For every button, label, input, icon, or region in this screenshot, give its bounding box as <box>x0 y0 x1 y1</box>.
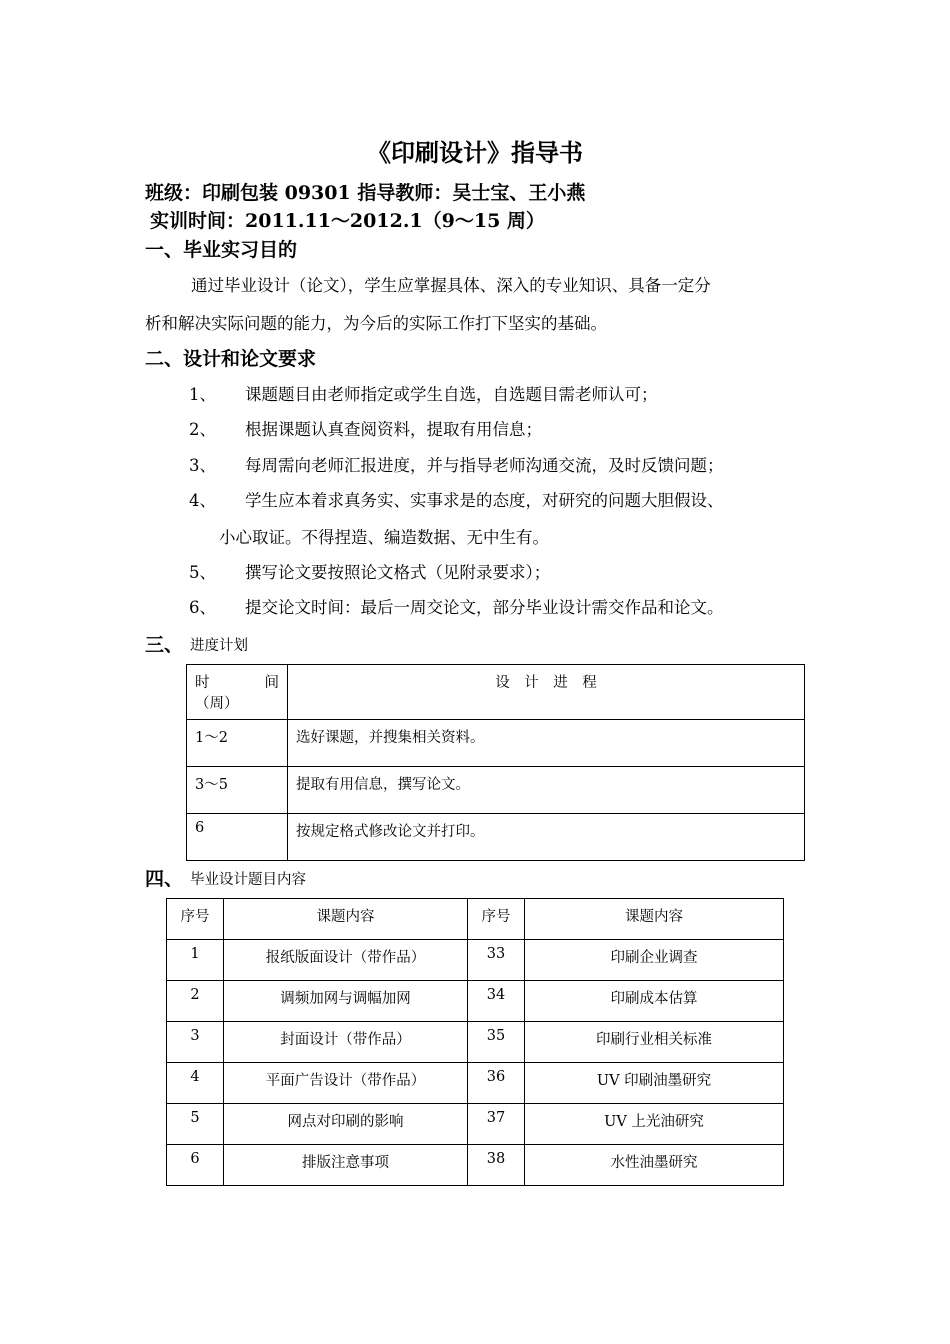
section2-heading: 二、设计和论文要求 <box>145 348 317 370</box>
topic-index: 36 <box>468 1063 525 1104</box>
section3-heading-text: 进度计划 <box>190 638 248 654</box>
requirement-text: 提交论文时间：最后一周交论文，部分毕业设计需交作品和论文。 <box>245 598 724 617</box>
topic-title: UV 上光油研究 <box>525 1104 784 1145</box>
topic-title: 封面设计（带作品） <box>224 1022 468 1063</box>
topic-title: 印刷企业调查 <box>525 940 784 981</box>
schedule-header-row <box>187 665 805 720</box>
requirement-text: 学生应本着求真务实、实事求是的态度，对研究的问题大胆假设、 <box>245 491 724 510</box>
table-row <box>167 1104 784 1145</box>
topics-table <box>166 898 784 1186</box>
schedule-header-week <box>187 665 288 720</box>
table-row <box>167 1022 784 1063</box>
schedule-week: 3～5 <box>187 767 288 814</box>
training-time-line: 实训时间：2011.11～2012.1（9～15 周） <box>150 210 545 232</box>
topic-index: 6 <box>167 1145 224 1186</box>
topic-index: 35 <box>468 1022 525 1063</box>
topic-index: 4 <box>167 1063 224 1104</box>
table-row <box>167 981 784 1022</box>
table-row <box>187 767 805 814</box>
section3-heading-number: 三、 <box>145 634 184 656</box>
topic-title: 报纸版面设计（带作品） <box>224 940 468 981</box>
requirement-number: 4、 <box>189 491 216 510</box>
requirement-number: 2、 <box>189 420 216 439</box>
topic-index: 3 <box>167 1022 224 1063</box>
section1-heading: 一、毕业实习目的 <box>145 239 298 261</box>
week-header-part1: 时 <box>195 675 210 691</box>
table-row <box>167 940 784 981</box>
topic-title: UV 印刷油墨研究 <box>525 1063 784 1104</box>
schedule-header-progress: 设 计 进 程 <box>288 665 805 720</box>
requirement-number: 5、 <box>189 563 216 582</box>
schedule-task: 提取有用信息，撰写论文。 <box>288 767 805 814</box>
requirement-number: 1、 <box>189 385 216 404</box>
section4-heading-number: 四、 <box>145 868 184 890</box>
schedule-week: 1～2 <box>187 720 288 767</box>
section1-paragraph-line1: 通过毕业设计（论文），学生应掌握具体、深入的专业知识、具备一定分 <box>191 276 711 295</box>
topics-header-row <box>167 899 784 940</box>
schedule-table <box>186 664 805 861</box>
topic-index: 34 <box>468 981 525 1022</box>
requirement-text: 撰写论文要按照论文格式（见附录要求）； <box>245 563 551 582</box>
topic-index: 1 <box>167 940 224 981</box>
requirement-text: 根据课题认真查阅资料，提取有用信息； <box>245 420 542 439</box>
document-title: 《印刷设计》指导书 <box>367 138 583 167</box>
table-row <box>187 814 805 861</box>
topic-title: 印刷行业相关标准 <box>525 1022 784 1063</box>
schedule-task: 按规定格式修改论文并打印。 <box>288 814 805 861</box>
section1-paragraph-line2: 析和解决实际问题的能力，为今后的实际工作打下坚实的基础。 <box>145 314 607 333</box>
topic-index: 33 <box>468 940 525 981</box>
topic-title: 排版注意事项 <box>224 1145 468 1186</box>
topic-title: 印刷成本估算 <box>525 981 784 1022</box>
header-topic: 课题内容 <box>525 899 784 940</box>
requirement-text: 课题题目由老师指定或学生自选，自选题目需老师认可； <box>245 385 658 404</box>
table-row <box>167 1145 784 1186</box>
topic-index: 37 <box>468 1104 525 1145</box>
section4-heading-text: 毕业设计题目内容 <box>190 872 306 888</box>
class-teacher-line: 班级：印刷包装 09301 指导教师：吴士宝、王小燕 <box>145 182 586 204</box>
header-index: 序号 <box>468 899 525 940</box>
requirement-number: 6、 <box>189 598 216 617</box>
header-index: 序号 <box>167 899 224 940</box>
week-header-part3: （周） <box>195 696 239 712</box>
topic-title: 调频加网与调幅加网 <box>224 981 468 1022</box>
table-row <box>167 1063 784 1104</box>
header-topic: 课题内容 <box>224 899 468 940</box>
topic-index: 2 <box>167 981 224 1022</box>
topic-title: 网点对印刷的影响 <box>224 1104 468 1145</box>
schedule-task: 选好课题，并搜集相关资料。 <box>288 720 805 767</box>
week-header-part2: 间 <box>264 675 279 691</box>
topic-title: 平面广告设计（带作品） <box>224 1063 468 1104</box>
requirement-number: 3、 <box>189 456 216 475</box>
schedule-week: 6 <box>187 814 288 861</box>
topic-title: 水性油墨研究 <box>525 1145 784 1186</box>
requirement-text: 每周需向老师汇报进度，并与指导老师沟通交流，及时反馈问题； <box>245 456 724 475</box>
requirement-text-continued: 小心取证。不得捏造、编造数据、无中生有。 <box>219 528 549 547</box>
topic-index: 5 <box>167 1104 224 1145</box>
topic-index: 38 <box>468 1145 525 1186</box>
table-row <box>187 720 805 767</box>
